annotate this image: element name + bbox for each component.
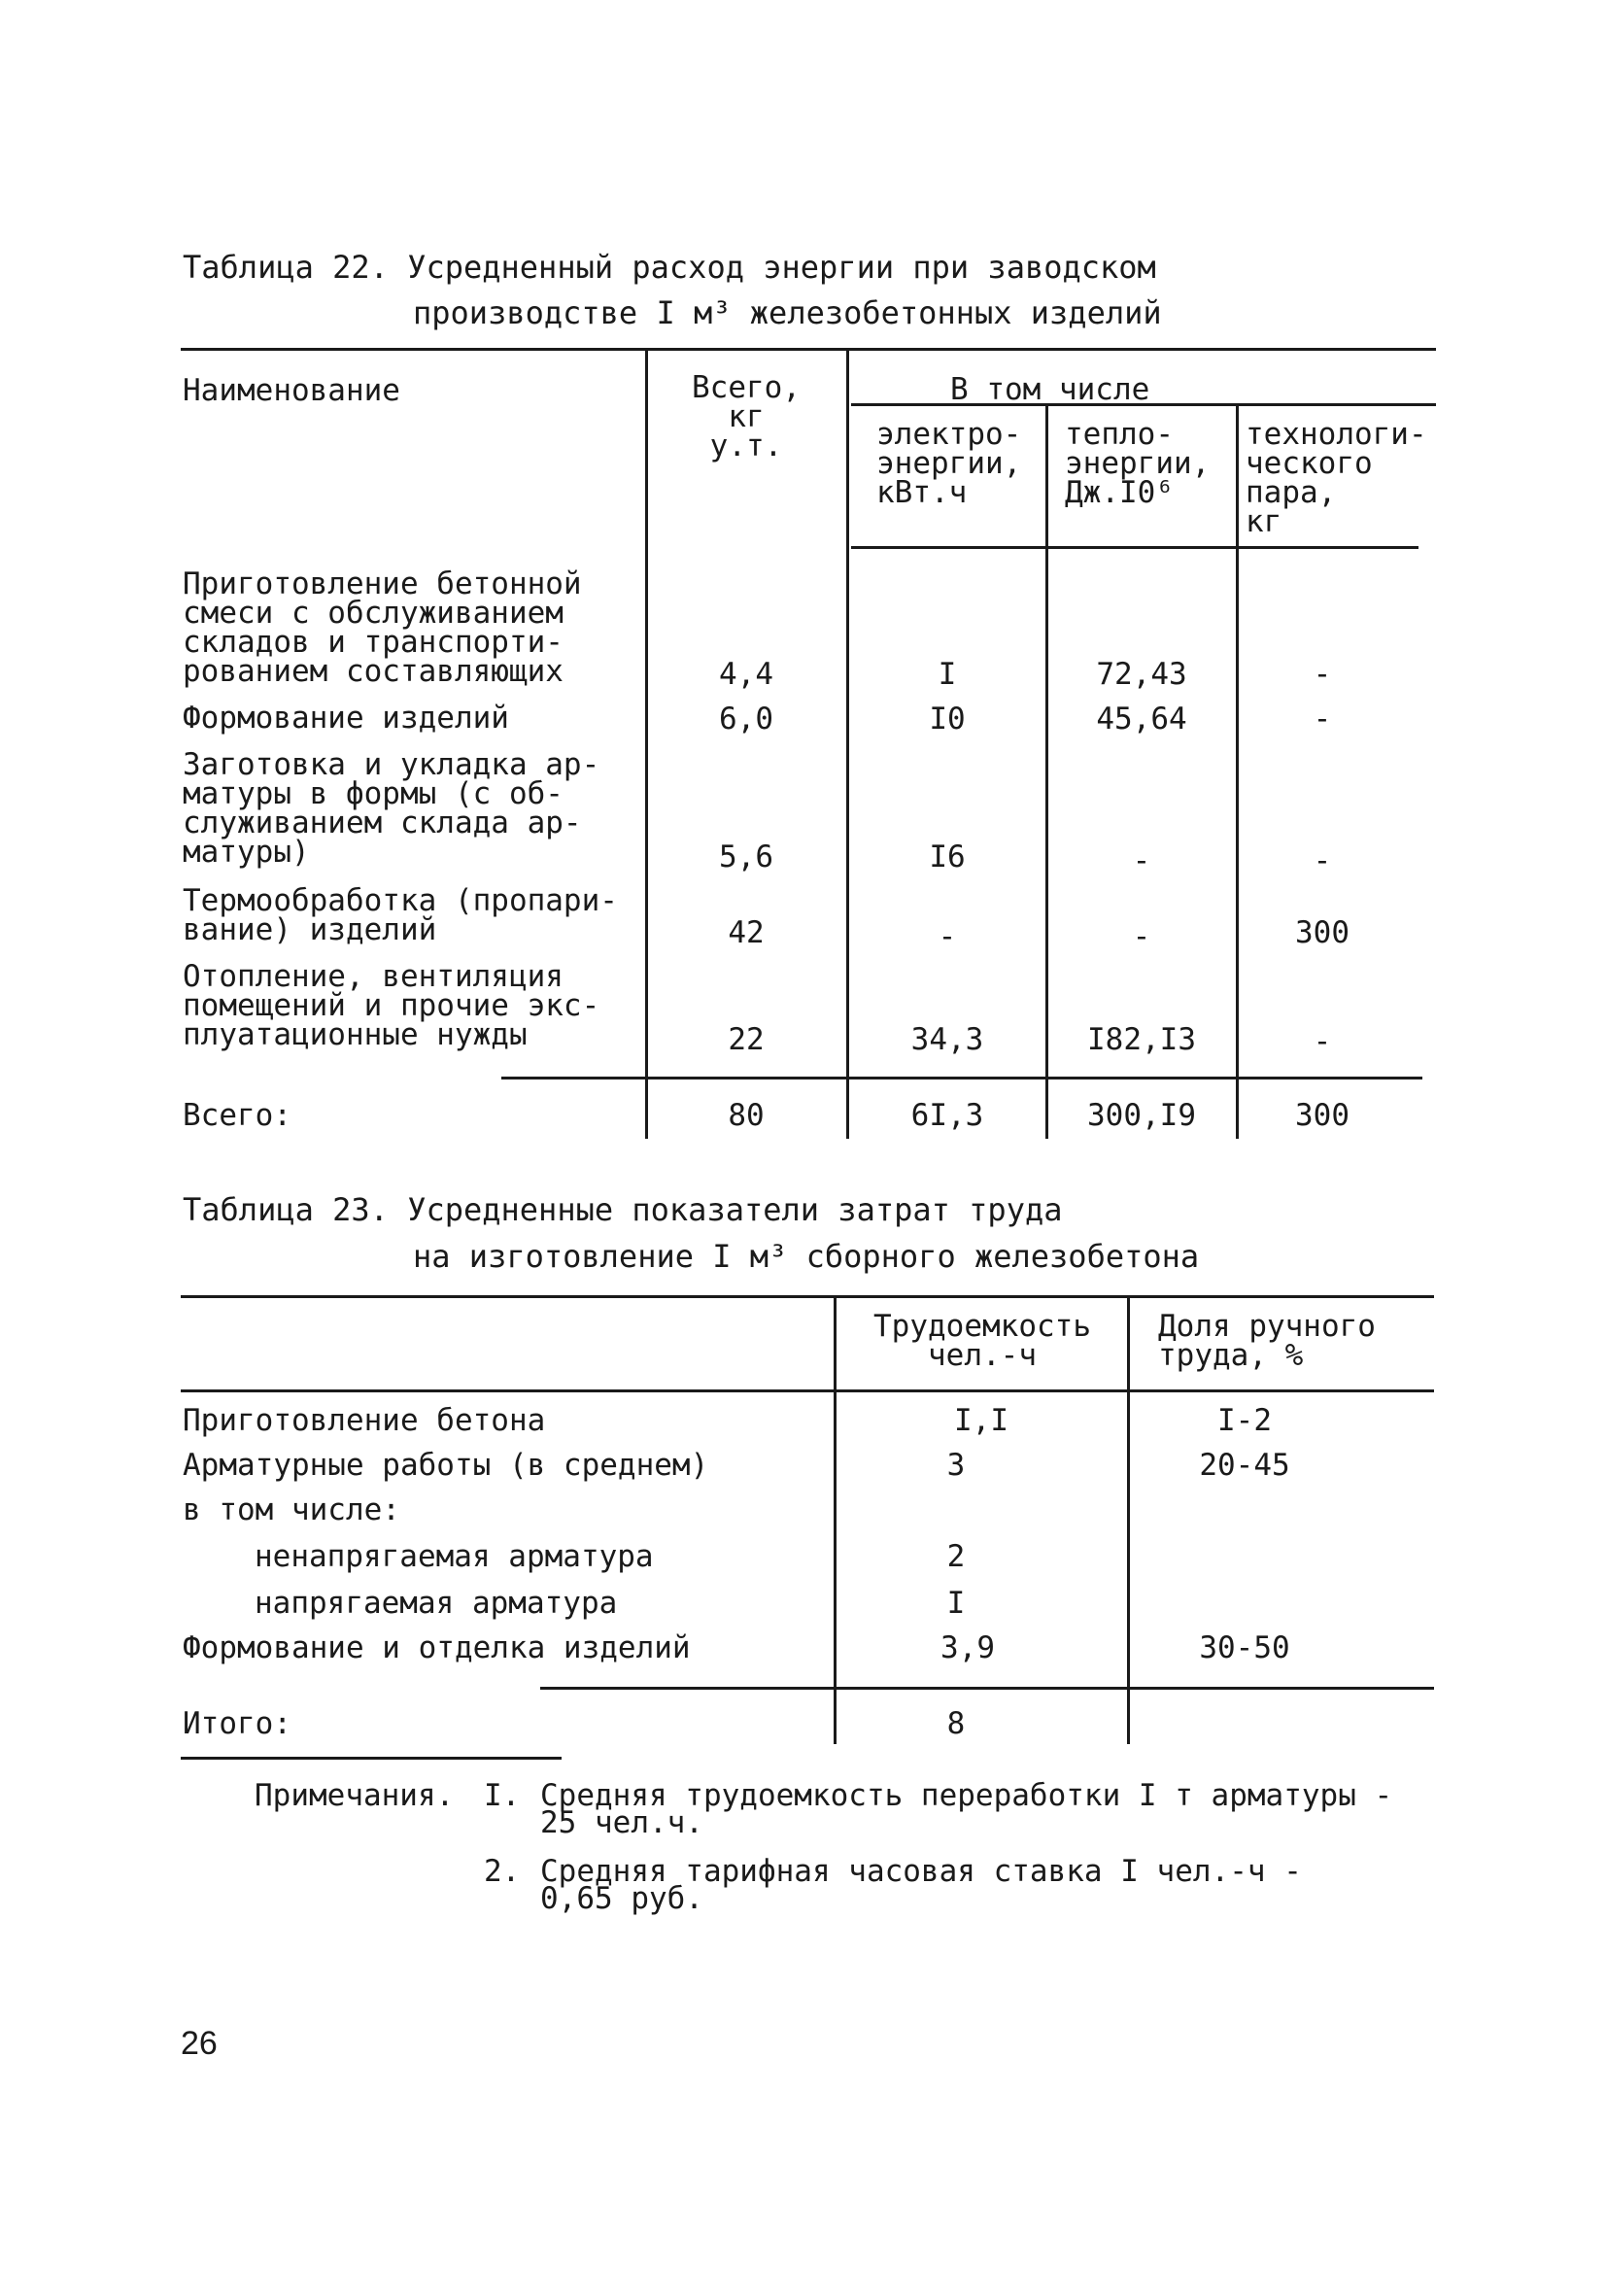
table23-top-rule — [181, 1295, 1434, 1298]
table22-header-total: Всего, кг у.т. — [692, 370, 801, 463]
table23-row-manual: 20-45 — [1199, 1448, 1290, 1483]
table22-col-divider-1 — [645, 348, 648, 1139]
table22-header-including: В том числе — [950, 372, 1150, 407]
table23-row-labor: 3 — [946, 1448, 966, 1483]
table22-row-electro: I — [938, 657, 957, 692]
table22-header-rule — [851, 546, 1418, 549]
table22-row-heat: 72,43 — [1096, 657, 1187, 692]
note-2-line1: Средняя тарифная часовая ставка I чел.-ч - — [540, 1854, 1302, 1889]
table23-sum-label: Итого: — [183, 1706, 291, 1741]
note-1-number: I. — [484, 1778, 521, 1813]
table22-row-name: Заготовка и укладка ар- матуры в формы (с об- служиванием склада ар- матуры) — [183, 747, 600, 870]
table22-row-total: 6,0 — [719, 702, 773, 737]
table23-sum-labor: 8 — [946, 1706, 966, 1741]
table22-row-heat: - — [1132, 919, 1151, 954]
table22-sum-heat: 300,I9 — [1087, 1098, 1196, 1133]
table22-row-name: Формование изделий — [183, 701, 509, 736]
table22-row-name: Термообработка (пропари- вание) изделий — [183, 883, 618, 947]
table23-bottom-rule — [181, 1757, 562, 1760]
table23-row-labor: 2 — [946, 1539, 966, 1574]
table22-row-heat: - — [1132, 843, 1151, 878]
table23-col-divider-2 — [1127, 1295, 1130, 1744]
table22-title-line2: производстве I м³ железобетонных изделий — [413, 294, 1162, 331]
table22-row-total: 42 — [728, 915, 765, 950]
table22-row-electro: I0 — [929, 702, 966, 737]
table23-header-manual: Доля ручного труда, % — [1158, 1309, 1376, 1373]
notes-label: Примечания. — [255, 1778, 455, 1813]
table23-row-name: ненапрягаемая арматура — [255, 1539, 654, 1574]
table23-total-rule — [540, 1687, 1434, 1690]
table23-row-labor: I — [946, 1586, 966, 1621]
table22-row-heat: 45,64 — [1096, 702, 1187, 737]
table23-header-labor: Трудоемкость чел.-ч — [873, 1309, 1091, 1373]
table22-header-heat: тепло- энергии, Дж.I0⁶ — [1065, 417, 1211, 510]
page-number: 26 — [181, 2025, 218, 2062]
table22-row-steam: - — [1313, 1024, 1332, 1059]
table23-row-name: в том числе: — [183, 1492, 400, 1527]
table22-header-name: Наименование — [183, 373, 400, 408]
table22-col-divider-2 — [846, 348, 849, 1139]
table22-row-heat: I82,I3 — [1087, 1022, 1196, 1057]
table23-row-name: Формование и отделка изделий — [183, 1630, 691, 1665]
table23-row-manual: 30-50 — [1199, 1630, 1290, 1665]
table23-row-name: Приготовление бетона — [183, 1403, 546, 1438]
table22-col-divider-4 — [1236, 403, 1239, 1139]
table22-row-total: 22 — [728, 1022, 765, 1057]
table22-row-steam: 300 — [1295, 915, 1350, 950]
table23-row-manual: I-2 — [1217, 1403, 1272, 1438]
table22-row-name: Отопление, вентиляция помещений и прочие экс- плуатационные нужды — [183, 959, 600, 1052]
note-2-line2: 0,65 руб. — [540, 1881, 703, 1916]
table23-title-line1: Таблица 23. Усредненные показатели затрат труда — [183, 1191, 1063, 1228]
table22-row-name: Приготовление бетонной смеси с обслуживанием складов и транспорти- рованием составляющих — [183, 566, 582, 689]
table22-top-rule — [181, 348, 1436, 351]
table23-col-divider-1 — [834, 1295, 837, 1744]
table22-title-line1: Таблица 22. Усредненный расход энергии при заводском — [183, 249, 1156, 286]
table23-row-name: напрягаемая арматура — [255, 1586, 618, 1621]
table22-row-steam: - — [1313, 657, 1332, 692]
table22-sum-label: Всего: — [183, 1098, 291, 1133]
note-1-line2: 25 чел.ч. — [540, 1805, 703, 1840]
table22-header-electro: электро- энергии, кВт.ч — [876, 417, 1022, 510]
table22-row-steam: - — [1313, 843, 1332, 878]
table22-row-total: 4,4 — [719, 657, 773, 692]
note-2-number: 2. — [484, 1854, 521, 1889]
table23-header-rule — [181, 1389, 1434, 1392]
table22-header-steam: технологи- ческого пара, кг — [1246, 417, 1427, 539]
note-1-line1: Средняя трудоемкость переработки I т арматуры - — [540, 1778, 1393, 1813]
table22-row-total: 5,6 — [719, 840, 773, 874]
table22-row-electro: I6 — [929, 840, 966, 874]
table23-row-labor: 3,9 — [940, 1630, 995, 1665]
table22-sum-total: 80 — [728, 1098, 765, 1133]
table22-row-steam: - — [1313, 702, 1332, 737]
table22-sum-electro: 6I,3 — [910, 1098, 984, 1133]
table22-row-electro: - — [938, 919, 957, 954]
table22-col-divider-3 — [1045, 403, 1048, 1139]
table23-title-line2: на изготовление I м³ сборного железобетона — [413, 1238, 1200, 1275]
table23-row-name: Арматурные работы (в среднем) — [183, 1448, 709, 1483]
table22-row-electro: 34,3 — [910, 1022, 984, 1057]
table23-row-labor: I,I — [954, 1403, 1008, 1438]
table22-sum-steam: 300 — [1295, 1098, 1350, 1133]
table22-total-rule — [501, 1077, 1422, 1079]
